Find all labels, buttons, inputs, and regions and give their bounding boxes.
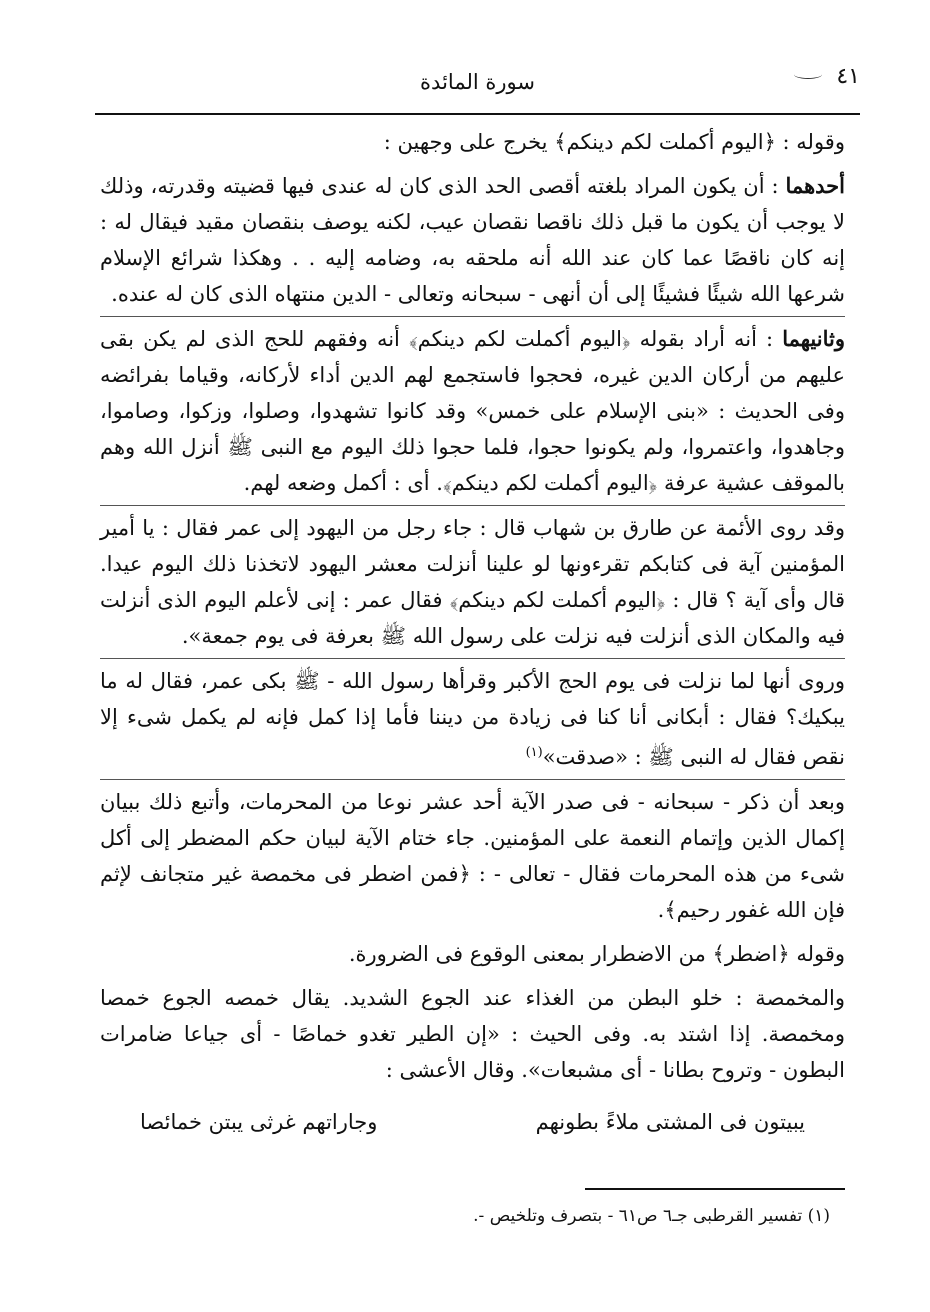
body-text xyxy=(100,120,845,1134)
paragraph-text: : أنه أراد بقوله ﴿اليوم أكملت لكم دينكم﴾ أنه وفقهم للحج الذى لم يكن بقى عليهم من أركان الدين غيره، فحجوا فاستجمع لهم الدين أداء لأركانه، وقياما بفرائضه وفى الحديث : «بنى الإسلام على خمس» وقد كانوا تشهدوا، وصلوا، وزكوا، وصاموا، وجاهدوا، واعتمروا، ولم يكونوا حجوا، فلما حجوا ذلك اليوم مع النبى ﷺ أنزل الله وهم بالموقف عشية عرفة ﴿اليوم أكملت لكم دينكم﴾. أى : أكمل وضعه لهم. xyxy=(100,327,845,495)
footnote-rule xyxy=(585,1188,845,1190)
footnote: (١) تفسير القرطبى جـ٦ ص٦١ - بتصرف وتلخيص -. xyxy=(473,1206,830,1226)
paragraph-text: وقوله ﴿اضطر﴾ من الاضطرار بمعنى الوقوع فى الضرورة. xyxy=(348,942,845,966)
paragraph-text: وبعد أن ذكر - سبحانه - فى صدر الآية أحد عشر نوعا من المحرمات، وأتبع ذلك ببيان إكمال الذين وإتمام النعمة على المؤمنين. جاء ختام الآية لبيان حكم المضطر إلى أكل شىء من هذه المحرمات فقال - تعالى - : ﴿فمن اضطر فى مخمصة غير متجانف لإثم فإن الله غفور رحيم﴾. xyxy=(100,790,845,922)
paragraph-narration-umar xyxy=(100,658,845,779)
paragraph-text: وروى أنها لما نزلت فى يوم الحج الأكبر وقرأها رسول الله - ﷺ بكى عمر، فقال له ما يبكيك؟ فقال : أبكانى أنا كنا فى زيادة من ديننا فأما إذا كمل فإنه لم يكمل شىء إلا نقص فقال له النبى ﷺ : «صدقت» xyxy=(100,669,845,769)
footnote-marker: (١) xyxy=(525,745,543,760)
paragraph-lead: وثانيهما xyxy=(782,326,845,351)
paragraph-text: والمخمصة : خلو البطن من الغذاء عند الجوع الشديد. يقال خمصه الجوع خمصا ومخمصة. إذا اشتد به. وفى الحيث : «إن الطير تغدو خماصًا - أى جياعا ضامرات البطون - وتروح بطانا - أى مشبعات». وقال الأعشى : xyxy=(100,986,845,1082)
paragraph-text: : أن يكون المراد بلغته أقصى الحد الذى كان له عندى فيها قضيته وقدرته، وذلك لا يوجب أن يكون ما قبل ذلك ناقصا نقصان عيب، لكنه يوصف بنقصان مقيد فيقال له : إنه كان ناقصًا عما كان عند الله أنه ملحقه به، وضامه إليه . . وهكذا شرائع الإسلام شرعها الله شيئًا فشيئًا إلى أن أنهى - سبحانه وتعالى - الدين منتهاه الذى كان له عنده. xyxy=(100,174,845,306)
page-number: ٤١ xyxy=(836,64,860,89)
paragraph-idtar xyxy=(100,932,845,976)
verse-second-hemistich: وجاراتهم غرثى يبتن خمائصا xyxy=(140,1110,378,1134)
paragraph-narration-tariq xyxy=(100,505,845,658)
poetry-verse xyxy=(100,1092,845,1134)
page-header xyxy=(95,60,860,115)
paragraph-text: وقوله : ﴿اليوم أكملت لكم دينكم﴾ يخرج على وجهين : xyxy=(383,130,845,154)
running-title: سورة المائدة xyxy=(420,70,535,94)
header-rule xyxy=(95,113,860,115)
paragraph-intro xyxy=(100,120,845,164)
verse-first-hemistich: يبيتون فى المشتى ملاءً بطونهم xyxy=(535,1110,805,1134)
paragraph-necessity xyxy=(100,779,845,932)
paragraph-makhmasa xyxy=(100,976,845,1092)
paragraph-text: وقد روى الأئمة عن طارق بن شهاب قال : جاء رجل من اليهود إلى عمر فقال : يا أمير المؤمنين آية فى كتابكم تقرءونها لو علينا أنزلت معشر اليهود لاتخذنا ذلك اليوم عيدا. قال وأى آية ؟ قال : ﴿اليوم أكملت لكم دينكم﴾ فقال عمر : إنى لأعلم اليوم الذى أنزلت فيه والمكان الذى أنزلت فيه نزلت على رسول الله ﷺ بعرفة فى يوم جمعة». xyxy=(100,516,845,648)
paragraph-first-aspect xyxy=(100,164,845,316)
paragraph-second-aspect xyxy=(100,316,845,505)
paragraph-lead: أحدهما xyxy=(785,173,845,198)
